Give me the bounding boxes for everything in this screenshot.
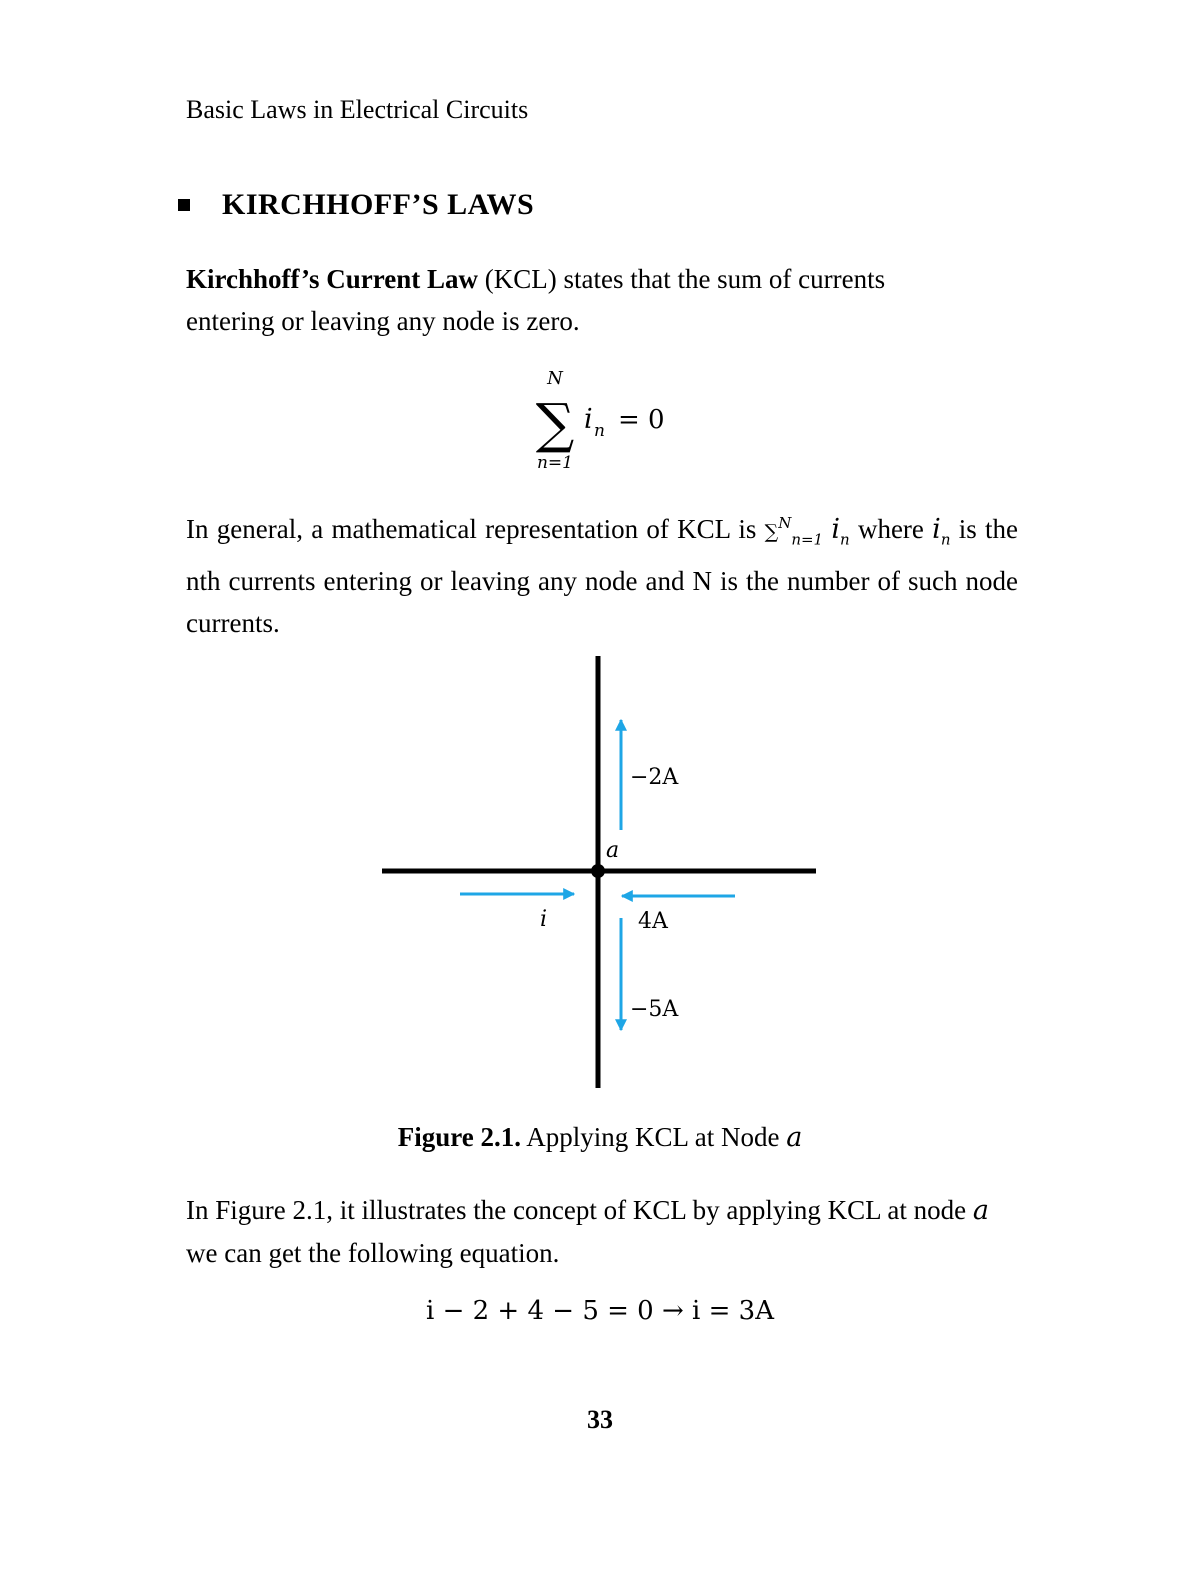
kcl-general-paragraph	[186, 502, 1018, 644]
figure-caption	[0, 1122, 1200, 1153]
caption-var: a	[786, 1122, 803, 1153]
label-left-current: i	[540, 907, 548, 932]
kcl-definition-text-line2: entering or leaving any node is zero.	[186, 306, 580, 336]
sum-term: i	[584, 404, 593, 435]
inline-current: i	[831, 514, 841, 545]
sum-term-subscript: n	[594, 421, 605, 441]
kcl-node-diagram	[370, 650, 830, 1095]
inline-sum-upper: N	[778, 514, 792, 532]
general-text-a: In general, a mathematical representation of KCL is	[186, 514, 765, 544]
page-number: 33	[587, 1405, 613, 1434]
figure-explanation-paragraph	[186, 1189, 1018, 1274]
sum-lower-limit: n=1	[536, 453, 574, 473]
caption-label: Figure 2.1.	[397, 1122, 521, 1152]
kcl-summation-equation	[520, 360, 720, 480]
label-up-current: −2A	[630, 765, 679, 790]
bullet-square-icon	[178, 199, 190, 211]
node-a-dot	[591, 864, 605, 878]
kcl-result-equation: i − 2 + 4 − 5 = 0 → i = 3A	[425, 1296, 774, 1326]
inline-current-2: i	[932, 514, 941, 545]
inline-sum: ∑	[764, 521, 779, 543]
explain-text-a: In Figure 2.1, it illustrates the concept of KCL by applying KCL at node	[186, 1195, 973, 1225]
kcl-definition-text: (KCL) states that the sum of currents	[477, 264, 886, 294]
explain-var: a	[972, 1195, 989, 1226]
label-down-current: −5A	[630, 997, 679, 1022]
sum-rhs: = 0	[618, 405, 665, 435]
kcl-term: Kirchhoff’s Current Law	[186, 264, 478, 294]
inline-current-sub: n	[840, 530, 850, 549]
general-text-c: is the nth currents entering or leaving any node and N is the number of such node currents.	[186, 514, 1019, 639]
caption-text: Applying KCL at Node	[520, 1122, 787, 1152]
kcl-definition-paragraph	[186, 258, 1018, 342]
inline-current-2-sub: n	[940, 530, 951, 549]
section-heading: KIRCHHOFF’S LAWS	[222, 188, 535, 221]
label-right-current: 4A	[638, 909, 668, 934]
running-header: Basic Laws in Electrical Circuits	[186, 95, 529, 124]
node-label: a	[606, 838, 620, 863]
general-text-b: where	[849, 514, 933, 544]
sum-sigma: ∑	[535, 392, 575, 455]
explain-text-b: we can get the following equation.	[186, 1238, 560, 1268]
inline-sum-lower: n=1	[791, 530, 824, 549]
sum-upper-limit: N	[547, 368, 563, 389]
